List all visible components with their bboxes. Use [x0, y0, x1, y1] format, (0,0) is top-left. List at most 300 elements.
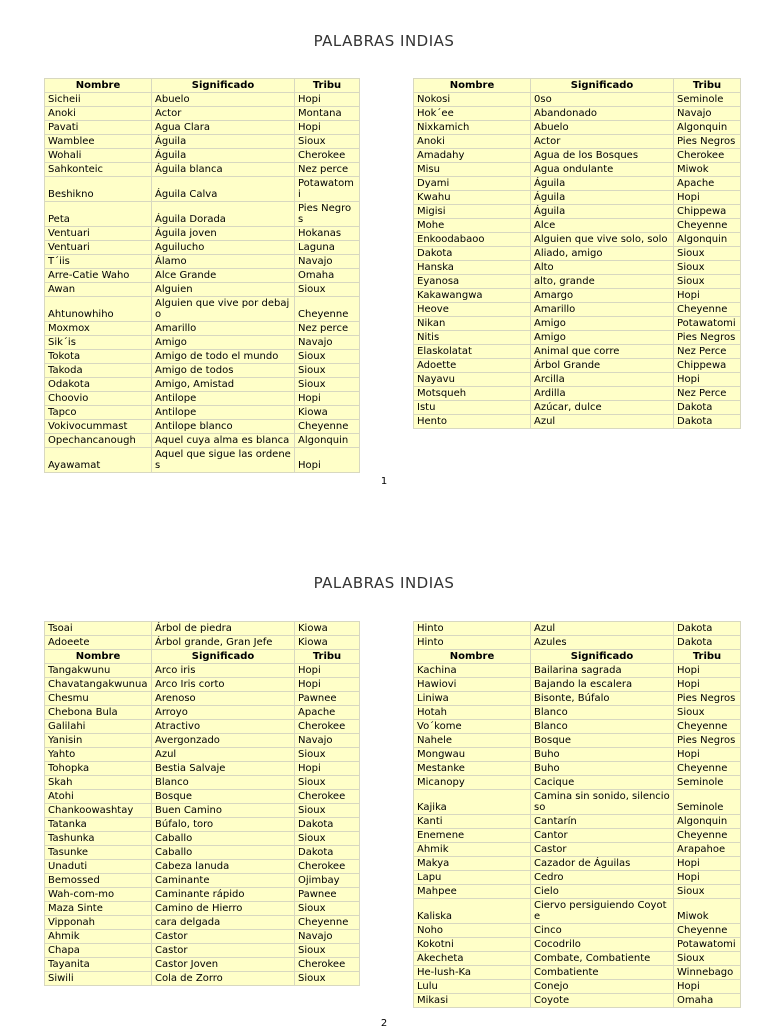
- cell-nombre: Anoki: [414, 135, 531, 149]
- table-row: [45, 434, 360, 448]
- cell-tribu: Cheyenne: [674, 924, 741, 938]
- table-row: [414, 706, 741, 720]
- cell-tribu: Ojimbay: [295, 874, 360, 888]
- column-header-significado: Significado: [152, 79, 295, 93]
- cell-significado: Animal que corre: [531, 345, 674, 359]
- cell-tribu: Sioux: [295, 748, 360, 762]
- cell-significado: Arco Iris corto: [152, 678, 295, 692]
- cell-tribu: Pawnee: [295, 692, 360, 706]
- cell-nombre: Tsoai: [45, 622, 152, 636]
- cell-significado: Camina sin sonido, silencioso: [531, 790, 674, 815]
- cell-tribu: Navajo: [295, 255, 360, 269]
- cell-nombre: Chebona Bula: [45, 706, 152, 720]
- table-row: [414, 622, 741, 636]
- cell-tribu: Chippewa: [674, 205, 741, 219]
- cell-significado: Castor: [152, 944, 295, 958]
- cell-significado: Alto: [531, 261, 674, 275]
- cell-significado: Álamo: [152, 255, 295, 269]
- table-row: [45, 622, 360, 636]
- cell-tribu: Omaha: [674, 994, 741, 1008]
- cell-significado: Blanco: [531, 720, 674, 734]
- cell-nombre: Tasunke: [45, 846, 152, 860]
- cell-tribu: Dakota: [674, 415, 741, 429]
- cell-significado: Amigo: [152, 336, 295, 350]
- cell-nombre: Motsqueh: [414, 387, 531, 401]
- cell-tribu: Cherokee: [295, 790, 360, 804]
- cell-significado: Castor Joven: [152, 958, 295, 972]
- cell-tribu: Algonquin: [295, 434, 360, 448]
- cell-nombre: Hinto: [414, 622, 531, 636]
- table-row: [45, 818, 360, 832]
- cell-nombre: Ahtunowhiho: [45, 297, 152, 322]
- table-row: [45, 202, 360, 227]
- table-row: [414, 966, 741, 980]
- table-row: [45, 241, 360, 255]
- cell-significado: Amarillo: [531, 303, 674, 317]
- cell-significado: Coyote: [531, 994, 674, 1008]
- table-row: [45, 297, 360, 322]
- cell-nombre: Kakawangwa: [414, 289, 531, 303]
- cell-significado: Agua ondulante: [531, 163, 674, 177]
- cell-significado: Antilope: [152, 392, 295, 406]
- cell-nombre: Kaliska: [414, 899, 531, 924]
- cell-significado: Actor: [531, 135, 674, 149]
- cell-significado: Cazador de Águilas: [531, 857, 674, 871]
- cell-tribu: Sioux: [674, 706, 741, 720]
- page-1-right-table: [413, 78, 741, 429]
- cell-significado: Árbol Grande: [531, 359, 674, 373]
- table-row: [45, 107, 360, 121]
- cell-tribu: Sioux: [295, 135, 360, 149]
- cell-tribu: Sioux: [295, 350, 360, 364]
- cell-nombre: Chesmu: [45, 692, 152, 706]
- table-row: [414, 359, 741, 373]
- cell-nombre: Lulu: [414, 980, 531, 994]
- table-row: [45, 420, 360, 434]
- cell-tribu: Cheyenne: [295, 297, 360, 322]
- cell-nombre: Nixkamich: [414, 121, 531, 135]
- cell-tribu: Cheyenne: [674, 303, 741, 317]
- cell-tribu: Hopi: [674, 373, 741, 387]
- cell-tribu: Hopi: [295, 392, 360, 406]
- cell-nombre: Kanti: [414, 815, 531, 829]
- table-row: [45, 958, 360, 972]
- cell-significado: Antilope blanco: [152, 420, 295, 434]
- cell-significado: Amargo: [531, 289, 674, 303]
- cell-tribu: Hopi: [295, 121, 360, 135]
- cell-tribu: Sioux: [295, 804, 360, 818]
- cell-tribu: Dakota: [674, 636, 741, 650]
- cell-tribu: Cheyenne: [295, 420, 360, 434]
- cell-significado: cara delgada: [152, 916, 295, 930]
- cell-tribu: Dakota: [295, 846, 360, 860]
- cell-nombre: Moxmox: [45, 322, 152, 336]
- table-row: [45, 972, 360, 986]
- table-row: [414, 762, 741, 776]
- table-row: [45, 93, 360, 107]
- cell-nombre: Awan: [45, 283, 152, 297]
- table-row: [45, 944, 360, 958]
- cell-significado: Bajando la escalera: [531, 678, 674, 692]
- cell-nombre: Chankoowashtay: [45, 804, 152, 818]
- table-row: [414, 373, 741, 387]
- cell-significado: Bosque: [531, 734, 674, 748]
- cell-significado: alto, grande: [531, 275, 674, 289]
- table-row: [45, 930, 360, 944]
- cell-significado: Buen Camino: [152, 804, 295, 818]
- cell-tribu: Hopi: [674, 857, 741, 871]
- cell-tribu: Pawnee: [295, 888, 360, 902]
- cell-nombre: Tatanka: [45, 818, 152, 832]
- table-row: [414, 692, 741, 706]
- cell-nombre: Amadahy: [414, 149, 531, 163]
- cell-nombre: Sicheii: [45, 93, 152, 107]
- table-row: [45, 902, 360, 916]
- cell-tribu: Hopi: [674, 191, 741, 205]
- cell-significado: Caballo: [152, 846, 295, 860]
- column-header-tribu: Tribu: [674, 650, 741, 664]
- cell-significado: Arcilla: [531, 373, 674, 387]
- table-row: [45, 269, 360, 283]
- table-row: [45, 336, 360, 350]
- cell-significado: Agua de los Bosques: [531, 149, 674, 163]
- cell-significado: Abuelo: [152, 93, 295, 107]
- cell-nombre: Tayanita: [45, 958, 152, 972]
- cell-significado: Águila Calva: [152, 177, 295, 202]
- cell-nombre: Heove: [414, 303, 531, 317]
- table-row: [45, 916, 360, 930]
- cell-tribu: Arapahoe: [674, 843, 741, 857]
- cell-nombre: Opechancanough: [45, 434, 152, 448]
- cell-significado: Antilope: [152, 406, 295, 420]
- cell-significado: Cantarín: [531, 815, 674, 829]
- cell-significado: Amigo de todos: [152, 364, 295, 378]
- cell-nombre: Hotah: [414, 706, 531, 720]
- table-row: [45, 364, 360, 378]
- table-row: [414, 163, 741, 177]
- cell-significado: Buho: [531, 748, 674, 762]
- table-row: [414, 121, 741, 135]
- table-row: [414, 871, 741, 885]
- table-row: [414, 885, 741, 899]
- cell-tribu: Kiowa: [295, 636, 360, 650]
- cell-tribu: Kiowa: [295, 406, 360, 420]
- page-2-right-table: [413, 621, 741, 1008]
- cell-nombre: Pavati: [45, 121, 152, 135]
- cell-significado: Águila: [152, 135, 295, 149]
- cell-nombre: Arre-Catie Waho: [45, 269, 152, 283]
- table-row: [45, 636, 360, 650]
- cell-significado: Amarillo: [152, 322, 295, 336]
- cell-tribu: Winnebago: [674, 966, 741, 980]
- table-row: [45, 322, 360, 336]
- cell-tribu: Pies Negros: [295, 202, 360, 227]
- cell-tribu: Sioux: [295, 364, 360, 378]
- cell-significado: Bestia Salvaje: [152, 762, 295, 776]
- cell-significado: Bosque: [152, 790, 295, 804]
- cell-significado: Camino de Hierro: [152, 902, 295, 916]
- cell-nombre: Choovio: [45, 392, 152, 406]
- cell-nombre: Misu: [414, 163, 531, 177]
- cell-nombre: Hento: [414, 415, 531, 429]
- table-row: [414, 317, 741, 331]
- table-row: [45, 678, 360, 692]
- cell-significado: Amigo: [531, 317, 674, 331]
- cell-nombre: Ayawamat: [45, 448, 152, 473]
- table-row: [414, 135, 741, 149]
- cell-tribu: Miwok: [674, 163, 741, 177]
- cell-tribu: Hokanas: [295, 227, 360, 241]
- cell-nombre: Ventuari: [45, 241, 152, 255]
- cell-significado: Búfalo, toro: [152, 818, 295, 832]
- cell-nombre: Atohi: [45, 790, 152, 804]
- cell-tribu: Seminole: [674, 93, 741, 107]
- cell-tribu: Cherokee: [295, 860, 360, 874]
- cell-tribu: Montana: [295, 107, 360, 121]
- table-row: [414, 952, 741, 966]
- table-row: [45, 832, 360, 846]
- cell-tribu: Hopi: [295, 678, 360, 692]
- cell-nombre: Noho: [414, 924, 531, 938]
- table-row: [45, 790, 360, 804]
- cell-nombre: Wamblee: [45, 135, 152, 149]
- cell-tribu: Nez perce: [295, 163, 360, 177]
- cell-nombre: Kokotni: [414, 938, 531, 952]
- table-row: [414, 387, 741, 401]
- table-row: [414, 289, 741, 303]
- table-row: [414, 678, 741, 692]
- cell-nombre: Sik´is: [45, 336, 152, 350]
- table-row: [414, 261, 741, 275]
- table-row: [45, 692, 360, 706]
- cell-significado: Azules: [531, 636, 674, 650]
- cell-nombre: Yanisin: [45, 734, 152, 748]
- cell-tribu: Kiowa: [295, 622, 360, 636]
- table-row: [414, 93, 741, 107]
- cell-significado: Águila: [531, 205, 674, 219]
- cell-nombre: Siwili: [45, 972, 152, 986]
- cell-significado: Blanco: [531, 706, 674, 720]
- cell-nombre: Peta: [45, 202, 152, 227]
- table-row: [414, 107, 741, 121]
- cell-tribu: Nez Perce: [674, 387, 741, 401]
- cell-nombre: Anoki: [45, 107, 152, 121]
- table-row: [45, 135, 360, 149]
- cell-tribu: Pies Negros: [674, 692, 741, 706]
- table-row: [414, 843, 741, 857]
- cell-significado: Cocodrilo: [531, 938, 674, 952]
- cell-significado: Castor: [152, 930, 295, 944]
- cell-significado: Cantor: [531, 829, 674, 843]
- cell-tribu: Algonquin: [674, 121, 741, 135]
- table-row: [45, 227, 360, 241]
- cell-tribu: Sioux: [295, 944, 360, 958]
- table-row: [45, 720, 360, 734]
- cell-tribu: Navajo: [295, 734, 360, 748]
- cell-tribu: Potawatomi: [674, 938, 741, 952]
- cell-tribu: Navajo: [674, 107, 741, 121]
- table-row: [414, 233, 741, 247]
- cell-tribu: Seminole: [674, 776, 741, 790]
- cell-significado: Actor: [152, 107, 295, 121]
- cell-tribu: Chippewa: [674, 359, 741, 373]
- cell-significado: Ardilla: [531, 387, 674, 401]
- cell-tribu: Hopi: [674, 664, 741, 678]
- cell-nombre: Hanska: [414, 261, 531, 275]
- cell-nombre: Hinto: [414, 636, 531, 650]
- cell-nombre: Vipponah: [45, 916, 152, 930]
- cell-significado: Águila blanca: [152, 163, 295, 177]
- cell-nombre: Dakota: [414, 247, 531, 261]
- cell-nombre: Vo´kome: [414, 720, 531, 734]
- cell-significado: Aguilucho: [152, 241, 295, 255]
- cell-nombre: Kwahu: [414, 191, 531, 205]
- cell-nombre: Unaduti: [45, 860, 152, 874]
- cell-tribu: Cheyenne: [674, 829, 741, 843]
- cell-nombre: Sahkonteic: [45, 163, 152, 177]
- cell-nombre: Odakota: [45, 378, 152, 392]
- page-2-number: 2: [380, 1018, 388, 1029]
- cell-tribu: Cherokee: [295, 958, 360, 972]
- cell-nombre: Vokivocummast: [45, 420, 152, 434]
- table-row: [45, 762, 360, 776]
- cell-significado: Bisonte, Búfalo: [531, 692, 674, 706]
- cell-significado: Árbol grande, Gran Jefe: [152, 636, 295, 650]
- cell-nombre: Tashunka: [45, 832, 152, 846]
- cell-significado: Combate, Combatiente: [531, 952, 674, 966]
- cell-nombre: Makya: [414, 857, 531, 871]
- cell-nombre: Nahele: [414, 734, 531, 748]
- cell-nombre: Eyanosa: [414, 275, 531, 289]
- cell-nombre: T´iis: [45, 255, 152, 269]
- cell-significado: Agua Clara: [152, 121, 295, 135]
- cell-significado: Cola de Zorro: [152, 972, 295, 986]
- cell-nombre: Bemossed: [45, 874, 152, 888]
- cell-significado: Águila Dorada: [152, 202, 295, 227]
- cell-nombre: Ahmik: [45, 930, 152, 944]
- table-row: [45, 406, 360, 420]
- cell-tribu: Hopi: [295, 93, 360, 107]
- table-row: [45, 149, 360, 163]
- table-row: [45, 888, 360, 902]
- cell-tribu: Algonquin: [674, 233, 741, 247]
- cell-nombre: Elaskolatat: [414, 345, 531, 359]
- cell-significado: Blanco: [152, 776, 295, 790]
- cell-tribu: Hopi: [674, 980, 741, 994]
- cell-nombre: Hok´ee: [414, 107, 531, 121]
- cell-significado: Aquel cuya alma es blanca: [152, 434, 295, 448]
- cell-nombre: Enemene: [414, 829, 531, 843]
- cell-nombre: Takoda: [45, 364, 152, 378]
- column-header-tribu: Tribu: [295, 79, 360, 93]
- table-row: [414, 720, 741, 734]
- column-header-nombre: Nombre: [414, 79, 531, 93]
- table-row: [45, 392, 360, 406]
- cell-tribu: Sioux: [295, 832, 360, 846]
- cell-nombre: He-lush-Ka: [414, 966, 531, 980]
- cell-nombre: Galilahi: [45, 720, 152, 734]
- table-row: [414, 829, 741, 843]
- table-row: [414, 980, 741, 994]
- cell-tribu: Hopi: [674, 871, 741, 885]
- cell-nombre: Akecheta: [414, 952, 531, 966]
- cell-tribu: Sioux: [674, 247, 741, 261]
- table-header-row: [414, 650, 741, 664]
- cell-significado: Alce: [531, 219, 674, 233]
- cell-nombre: Beshikno: [45, 177, 152, 202]
- cell-tribu: Sioux: [674, 275, 741, 289]
- cell-significado: Alguien que vive solo, solo: [531, 233, 674, 247]
- table-row: [45, 448, 360, 473]
- table-row: [414, 415, 741, 429]
- cell-nombre: Dyami: [414, 177, 531, 191]
- cell-significado: Cielo: [531, 885, 674, 899]
- cell-nombre: Enkoodabaoo: [414, 233, 531, 247]
- cell-significado: Combatiente: [531, 966, 674, 980]
- table-row: [45, 121, 360, 135]
- cell-nombre: Adoeete: [45, 636, 152, 650]
- cell-nombre: Adoette: [414, 359, 531, 373]
- cell-significado: Atractivo: [152, 720, 295, 734]
- cell-tribu: Hopi: [674, 678, 741, 692]
- cell-nombre: Micanopy: [414, 776, 531, 790]
- table-row: [45, 748, 360, 762]
- table-row: [414, 994, 741, 1008]
- table-row: [45, 177, 360, 202]
- column-header-significado: Significado: [152, 650, 295, 664]
- cell-tribu: Potawatomi: [674, 317, 741, 331]
- cell-nombre: Mohe: [414, 219, 531, 233]
- cell-nombre: Liniwa: [414, 692, 531, 706]
- cell-significado: Ciervo persiguiendo Coyote: [531, 899, 674, 924]
- cell-tribu: Cheyenne: [674, 762, 741, 776]
- cell-nombre: Maza Sinte: [45, 902, 152, 916]
- page-1-left-table: [44, 78, 360, 473]
- cell-significado: Caminante: [152, 874, 295, 888]
- cell-significado: Cacique: [531, 776, 674, 790]
- cell-nombre: Tohopka: [45, 762, 152, 776]
- cell-tribu: Pies Negros: [674, 331, 741, 345]
- cell-significado: Águila: [531, 191, 674, 205]
- cell-tribu: Cherokee: [295, 720, 360, 734]
- cell-nombre: Ventuari: [45, 227, 152, 241]
- cell-tribu: Apache: [295, 706, 360, 720]
- table-row: [414, 636, 741, 650]
- table-row: [45, 860, 360, 874]
- cell-nombre: Ahmik: [414, 843, 531, 857]
- cell-tribu: Hopi: [674, 748, 741, 762]
- cell-significado: Alce Grande: [152, 269, 295, 283]
- cell-nombre: Kachina: [414, 664, 531, 678]
- table-row: [414, 149, 741, 163]
- cell-nombre: Skah: [45, 776, 152, 790]
- cell-significado: Caballo: [152, 832, 295, 846]
- table-row: [414, 205, 741, 219]
- cell-nombre: Nitis: [414, 331, 531, 345]
- page-2-title: PALABRAS INDIAS: [313, 574, 455, 592]
- cell-nombre: Chapa: [45, 944, 152, 958]
- cell-significado: Águila: [531, 177, 674, 191]
- page-2-left-table: [44, 621, 360, 986]
- table-row: [414, 924, 741, 938]
- cell-tribu: Apache: [674, 177, 741, 191]
- cell-tribu: Sioux: [295, 902, 360, 916]
- cell-significado: Amigo, Amistad: [152, 378, 295, 392]
- column-header-tribu: Tribu: [674, 79, 741, 93]
- cell-significado: Buho: [531, 762, 674, 776]
- table-row: [45, 874, 360, 888]
- table-row: [45, 664, 360, 678]
